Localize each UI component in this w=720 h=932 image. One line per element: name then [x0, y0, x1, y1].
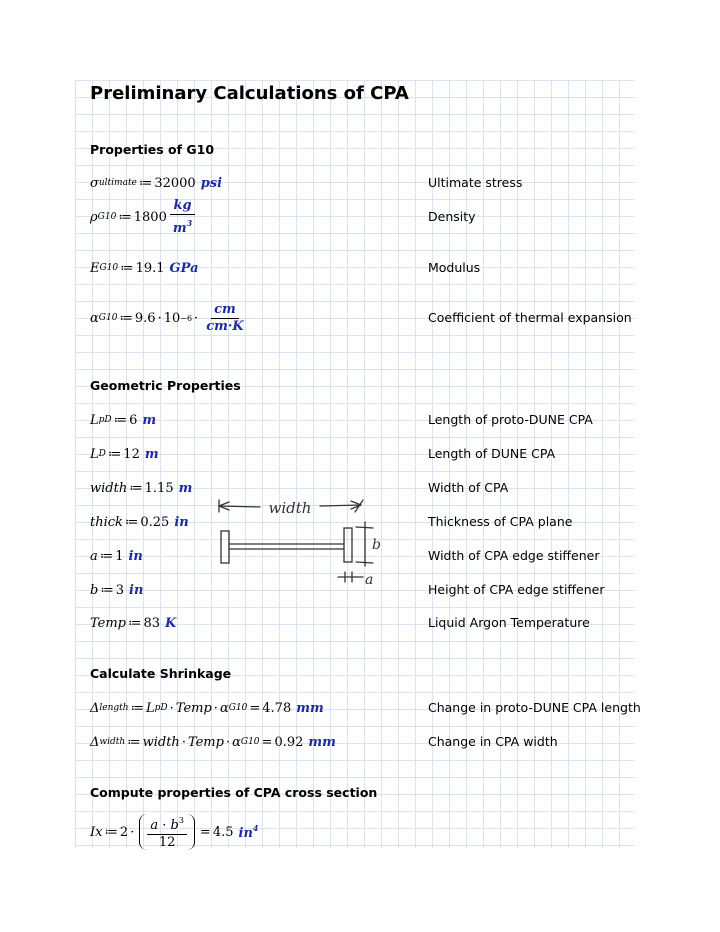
equation[interactable]: Temp ≔ 83 K — [90, 615, 177, 631]
row-moment-of-inertia — [90, 812, 630, 852]
sketch-a-label: a — [365, 572, 374, 588]
page-title: Preliminary Calculations of CPA — [90, 83, 409, 104]
description: Length of proto-DUNE CPA — [428, 412, 593, 427]
row-change-length — [90, 695, 641, 721]
equation[interactable]: Δ width ≔ width · Temp · α G10 = 0.92 mm — [90, 734, 336, 750]
row-ultimate-stress — [90, 170, 630, 196]
description: Change in proto-DUNE CPA length — [428, 700, 641, 715]
row-temperature — [90, 610, 630, 636]
equation[interactable]: thick ≔ 0.25 in — [90, 514, 189, 530]
description: Width of CPA edge stiffener — [428, 548, 600, 563]
description: Length of DUNE CPA — [428, 446, 556, 461]
equation[interactable]: width ≔ 1.15 m — [90, 480, 193, 496]
description: Ultimate stress — [428, 175, 523, 190]
description: Coefficient of thermal expansion — [428, 310, 632, 325]
description: Density — [428, 209, 476, 224]
description: Height of CPA edge stiffener — [428, 582, 605, 597]
description: Thickness of CPA plane — [428, 514, 573, 529]
row-density — [90, 197, 630, 236]
row-thermal-expansion — [90, 301, 632, 334]
row-length-proto-dune — [90, 407, 630, 433]
description: Liquid Argon Temperature — [428, 615, 590, 630]
description: Modulus — [428, 260, 481, 275]
equation[interactable]: E G10 ≔ 19.1 GPa — [90, 260, 199, 276]
section-heading-cross-section: Compute properties of CPA cross section — [90, 785, 378, 800]
description: Change in CPA width — [428, 734, 558, 749]
equation[interactable]: b ≔ 3 in — [90, 582, 144, 598]
section-heading-properties: Properties of G10 — [90, 142, 215, 157]
row-length-dune — [90, 441, 630, 467]
equation[interactable]: σ ultimate ≔ 32000 psi — [90, 175, 223, 191]
equation[interactable]: Δ length ≔ L pD · Temp · α G10 = 4.78 mm — [90, 700, 324, 716]
equation[interactable]: α G10 ≔ 9.6 · 10 −6 · $\frac{cm}{cm\cdot K}$ — [90, 301, 244, 334]
equation[interactable]: a ≔ 1 in — [90, 548, 143, 564]
row-modulus — [90, 255, 630, 281]
sketch-b-label: b — [372, 537, 381, 553]
equation[interactable]: L D ≔ 12 m — [90, 446, 159, 462]
row-change-width — [90, 729, 630, 755]
sketch-width-label: width — [268, 499, 312, 517]
equation[interactable]: L pD ≔ 6 m — [90, 412, 157, 428]
equation[interactable]: Ix ≔ 2 · $\frac{a \cdot b^3}{12}$ = 4.5 $in^4$ — [90, 816, 259, 850]
section-heading-shrinkage: Calculate Shrinkage — [90, 666, 232, 681]
description: Width of CPA — [428, 480, 509, 495]
equation[interactable]: ρ G10 ≔ 1800 $\frac{kg}{m^3}$ — [90, 204, 198, 230]
cpa-cross-section-sketch — [205, 494, 410, 592]
section-heading-geometric: Geometric Properties — [90, 378, 241, 393]
